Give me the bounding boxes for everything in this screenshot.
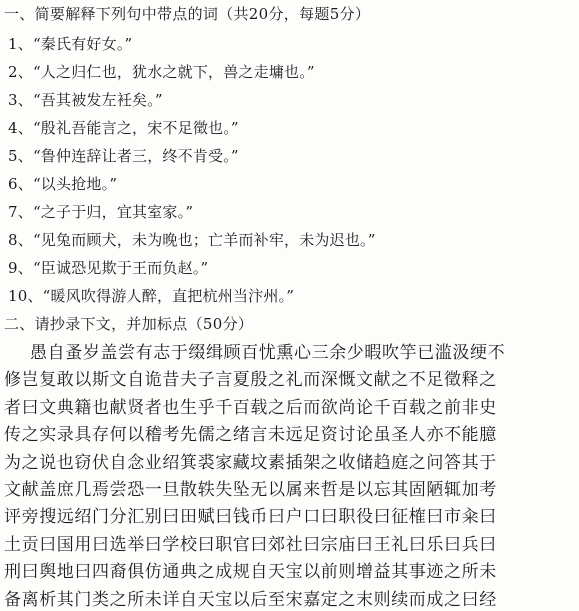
passage-text	[4, 340, 575, 611]
passage-line: 愚自蚤岁盖尝有志于缀缉顾百忧熏心三余少暇吹竽已滥汲绠不	[30, 343, 506, 363]
passage-line: 修岂复敢以斯文自诡昔夫子言夏殷之礼而深慨文献之不足徵释之	[4, 370, 497, 391]
question-4: 4、“殷礼吾能言之，宋不足徵也。”	[8, 119, 239, 137]
passage-line: 土贡曰国用曰选举曰学校曰职官曰郊社曰宗庙曰王礼曰乐曰兵曰	[4, 534, 497, 555]
question-5: 5、“鲁仲连辞让者三，终不肯受。”	[8, 147, 239, 165]
passage-line: 评旁搜远绍门分汇别曰田赋曰钱币曰户口曰职役曰征榷曰市籴曰	[4, 507, 497, 528]
passage-line: 传之实录具存何以稽考先儒之绪言未远足资讨论虽圣人亦不能臆	[4, 425, 497, 446]
passage-line: 者曰文典籍也献贤者也生乎千百载之后而欲尚论千百载之前非史	[4, 397, 497, 418]
question-2: 2、“人之归仁也，犹水之就下，兽之走墉也。”	[8, 63, 315, 81]
question-7: 7、“之子于归，宜其室家。”	[8, 203, 194, 221]
question-8: 8、“见兔而顾犬，未为晚也；亡羊而补牢，未为迟也。”	[8, 231, 376, 249]
question-9: 9、“臣诚恐见欺于王而负赵。”	[8, 259, 209, 277]
passage-line: 备离析其门类之所未详自天宝以后至宋嘉定之末则续而成之曰经	[4, 589, 497, 610]
passage-line: 刑曰舆地曰四裔俱仿通典之成规自天宝以前则增益其事迹之所未	[4, 562, 497, 583]
question-1: 1、“秦氏有好女。”	[8, 35, 133, 53]
section1-heading: 一、简要解释下列句中带点的词（共20分，每题5分）	[4, 5, 371, 23]
section2-heading: 二、请抄录下文，并加标点（50分）	[4, 315, 254, 333]
question-3: 3、“吾其被发左衽矣。”	[8, 91, 163, 109]
question-10: 10、“暖风吹得游人醉，直把杭州当汴州。”	[8, 287, 295, 305]
passage-line: 为之说也窃伏自念业绍箕裘家藏坟素插架之收储趋庭之问答其于	[4, 452, 497, 473]
passage-line: 文献盖庶几焉尝恐一旦散轶失坠无以属来哲是以忘其固陋辄加考	[4, 479, 497, 500]
question-6: 6、“以头抢地。”	[8, 175, 118, 193]
